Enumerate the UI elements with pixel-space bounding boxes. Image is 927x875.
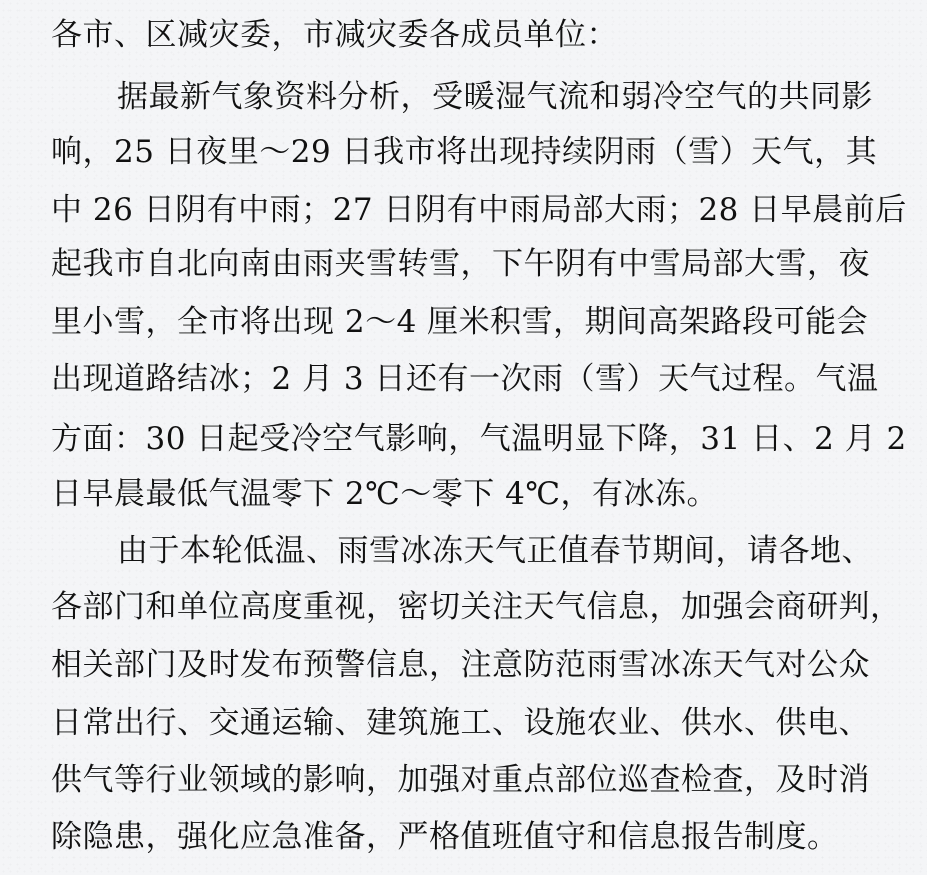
paragraph-1-line-4: 起我市自北向南由雨夹雪转雪，下午阴有中雪局部大雪，夜 (51, 246, 870, 282)
salutation-line: 各市、区减灾委，市减灾委各成员单位： (51, 17, 618, 53)
paragraph-1-line-6: 出现道路结冰；2 月 3 日还有一次雨（雪）天气过程。气温 (51, 361, 879, 397)
paragraph-2-line-2: 各部门和单位高度重视，密切关注天气信息，加强会商研判， (51, 589, 902, 625)
paragraph-1-line-8: 日早晨最低气温零下 2℃～零下 4℃，有冰冻。 (51, 476, 719, 512)
paragraph-2-line-5: 供气等行业领域的影响，加强对重点部位巡查检查，及时消 (51, 762, 870, 798)
paragraph-1-line-7: 方面：30 日起受冷空气影响，气温明显下降，31 日、2 月 2 (51, 421, 907, 457)
paragraph-2-line-6: 除隐患，强化应急准备，严格值班值守和信息报告制度。 (51, 819, 839, 855)
paragraph-1-line-2: 响，25 日夜里～29 日我市将出现持续阴雨（雪）天气，其 (51, 134, 878, 170)
paragraph-2-line-4: 日常出行、交通运输、建筑施工、设施农业、供水、供电、 (51, 705, 870, 741)
paragraph-1-line-5: 里小雪，全市将出现 2～4 厘米积雪，期间高架路段可能会 (51, 304, 869, 340)
paragraph-1-line-3: 中 26 日阴有中雨；27 日阴有中雨局部大雨；28 日早晨前后 (51, 192, 907, 228)
paragraph-2-line-3: 相关部门及时发布预警信息，注意防范雨雪冰冻天气对公众 (51, 647, 870, 683)
paragraph-2-line-1: 由于本轮低温、雨雪冰冻天气正值春节期间，请各地、 (117, 533, 873, 569)
paragraph-1-line-1: 据最新气象资料分析，受暖湿气流和弱冷空气的共同影 (117, 79, 873, 115)
